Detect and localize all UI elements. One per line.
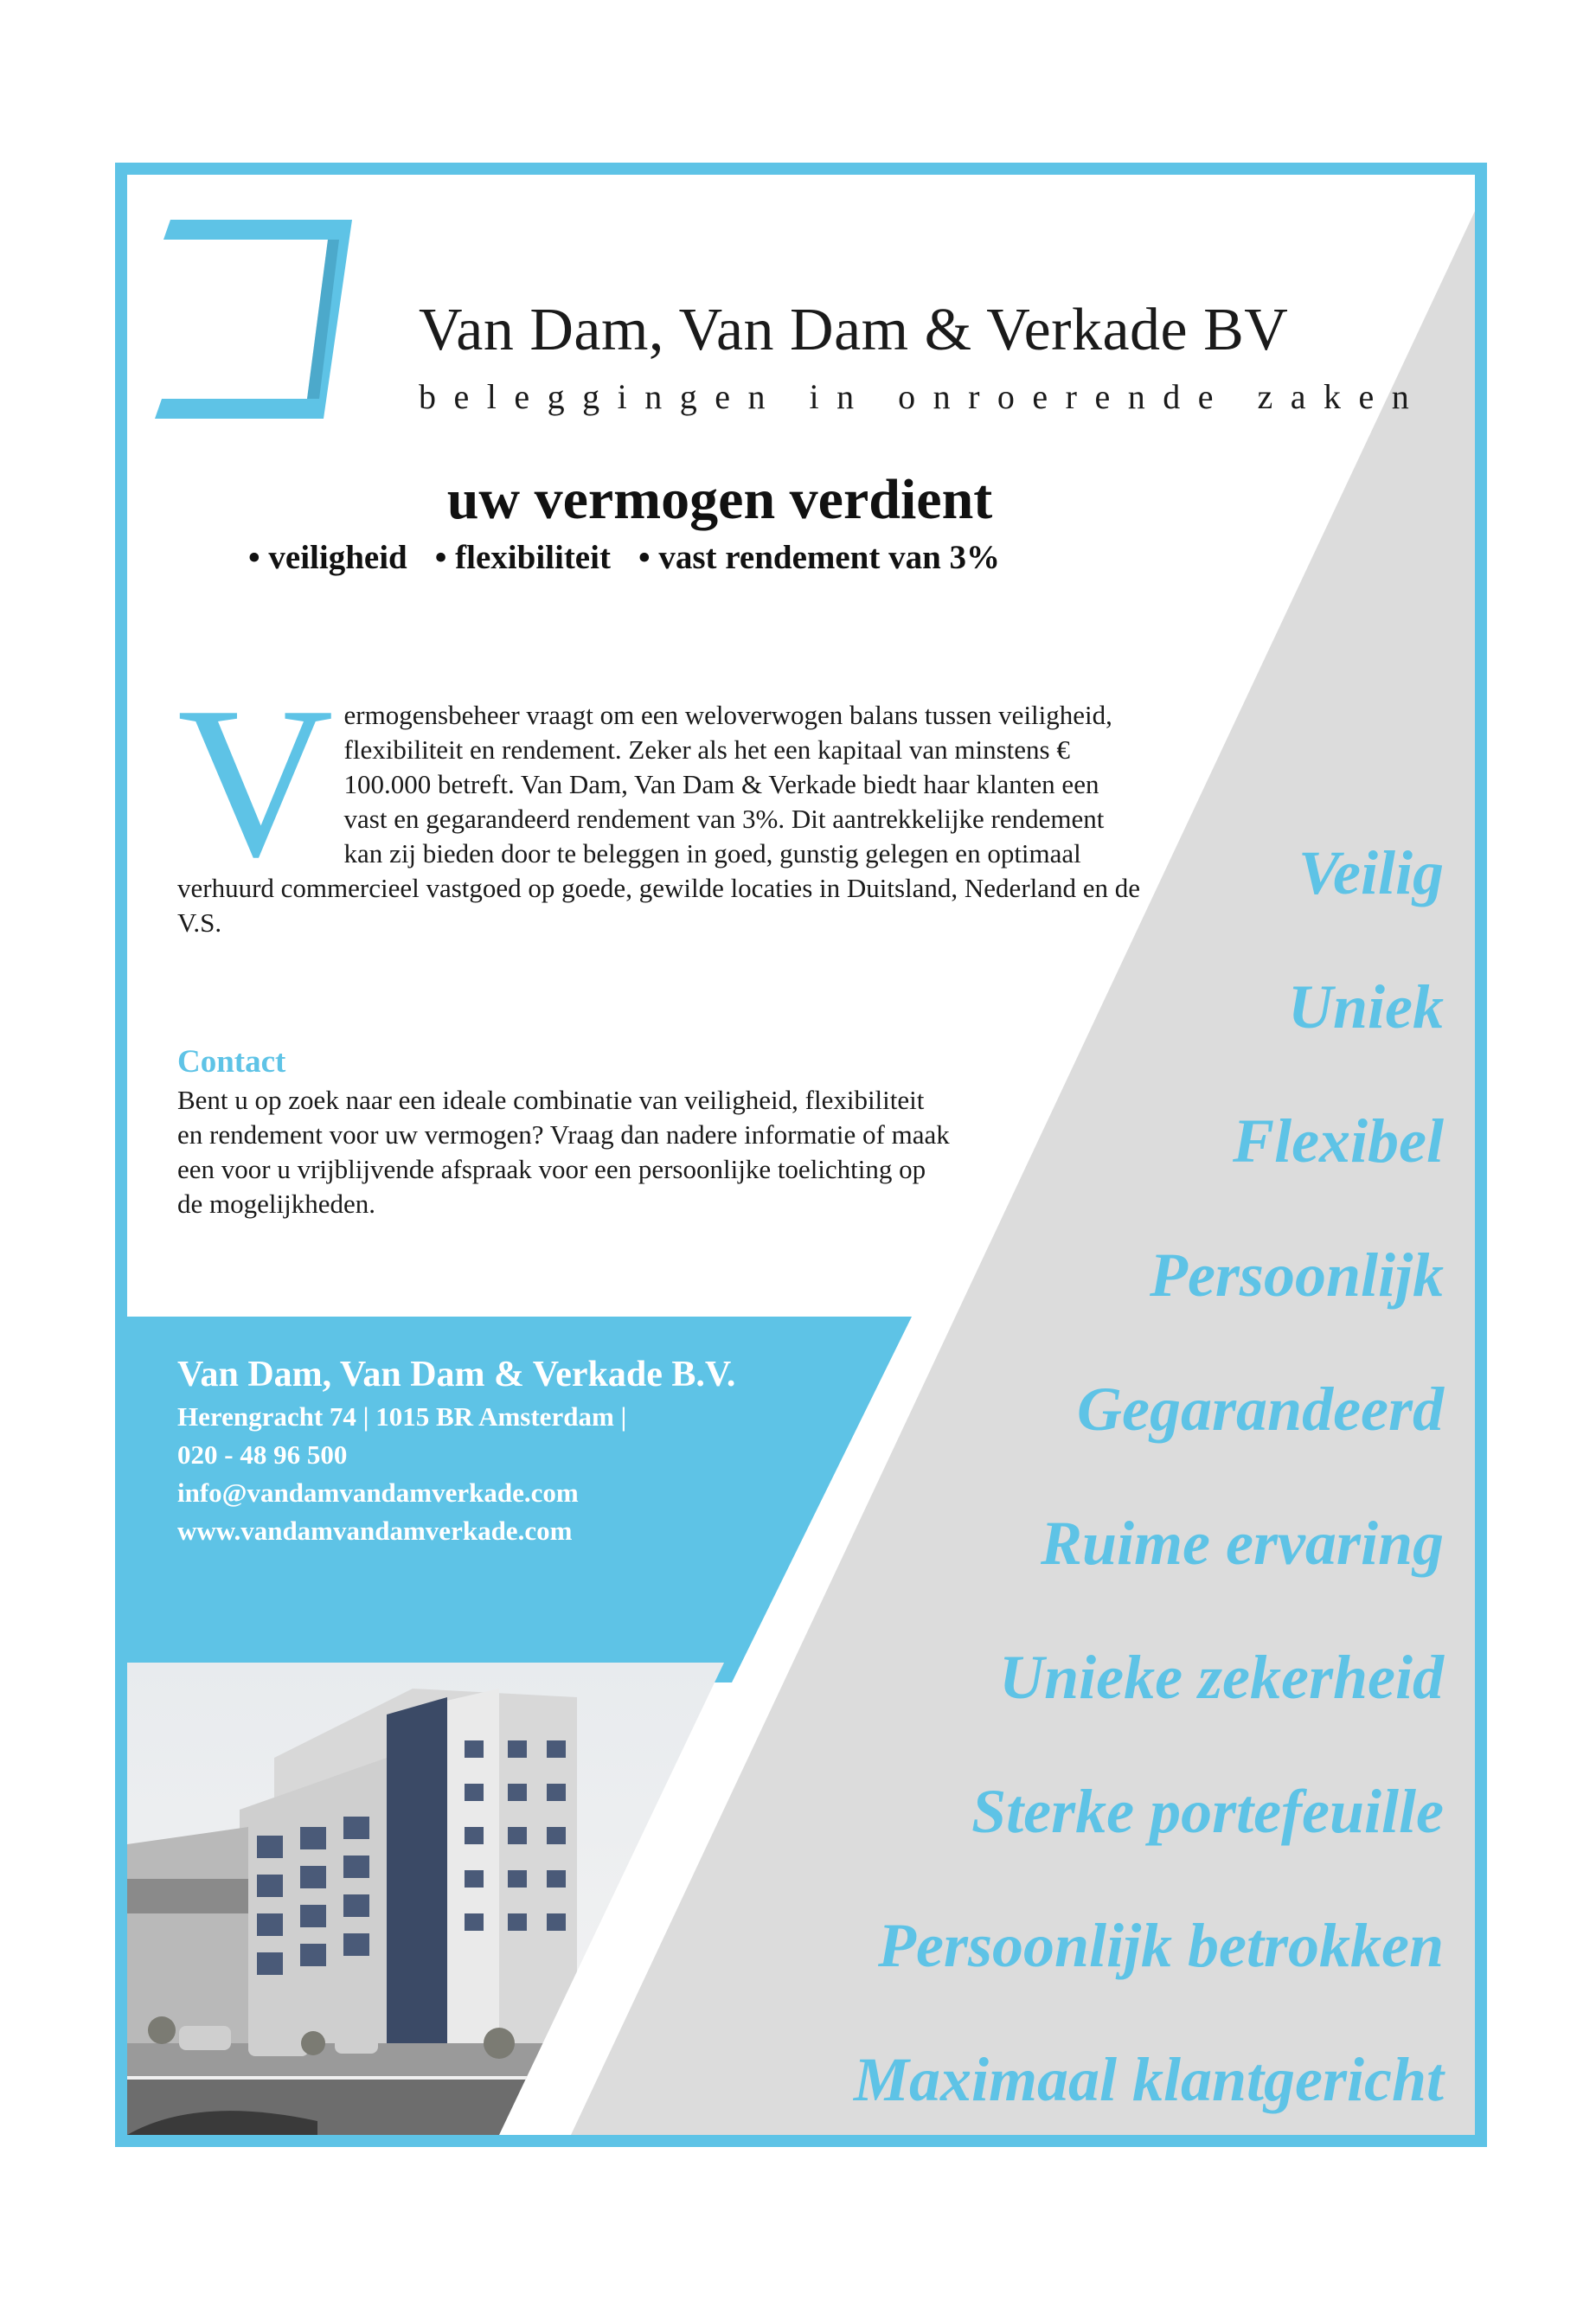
slogan-item: Uniek [1288,972,1444,1042]
feature-item: • vast rendement van 3% [638,538,1000,577]
address-company: Van Dam, Van Dam & Verkade B.V. [177,1355,736,1394]
address-block [177,1351,735,1550]
drop-cap: V [177,663,334,902]
intro-text: ermogensbeheer vraagt om een weloverwogen balans tussen veiligheid, flexibiliteit en rendement. Zeker als het een kapitaal van minstens € 100.000 betreft. Van Dam, Van Dam & Verkade biedt haar klanten een vast en gegarandeerd rendement van 3%. Dit aantrekkelijke rendement kan zij bieden door te beleggen in goed, gunstig gelegen en optimaal verhuurd commercieel vastgoed op goede, gewilde locaties in Duitsland, Nederland en de V.S. [177,700,1141,938]
bracket-logo-icon [155,220,354,427]
slogan-item: Unieke zekerheid [999,1643,1444,1712]
slogan-item: Maximaal klantgericht [853,2045,1444,2114]
slogan-item: Sterke portefeuille [971,1777,1444,1846]
address-phone[interactable]: 020 - 48 96 500 [177,1439,348,1470]
company-tagline: beleggingen in onroerende zaken [419,377,1427,416]
slogan-item: Veilig [1298,838,1444,907]
slogan-item: Gegarandeerd [1077,1375,1444,1444]
feature-item: • veiligheid [248,538,407,577]
flyer-frame [115,163,1487,2147]
slogan-list [854,806,1444,2147]
address-street: Herengracht 74 | 1015 BR Amsterdam | [177,1401,627,1432]
slogan-item: Ruime ervaring [1040,1509,1444,1578]
headline: uw vermogen verdient [446,468,993,531]
contact-title: Contact [177,1044,286,1080]
contact-text: Bent u op zoek naar een ideale combinatie van veiligheid, flexibiliteit en rendement voor uw vermogen? Vraag dan nadere informatie of maak een voor u vrijblijvende afspraak voor een persoonlijke toelichting op de mogelijkheden. [177,1085,950,1219]
feature-item: • flexibiliteit [435,538,611,577]
company-name: Van Dam, Van Dam & Verkade BV [419,297,1289,363]
address-website[interactable]: www.vandamvandamverkade.com [177,1516,573,1546]
address-email[interactable]: info@vandamvandamverkade.com [177,1477,579,1508]
slogan-item: Persoonlijk betrokken [877,1911,1444,1980]
slogan-item: Persoonlijk [1149,1240,1444,1310]
office-building-photo [127,1663,733,2135]
feature-list [248,538,1028,577]
contact-section [177,1042,956,1221]
slogan-item: Flexibel [1233,1106,1444,1176]
